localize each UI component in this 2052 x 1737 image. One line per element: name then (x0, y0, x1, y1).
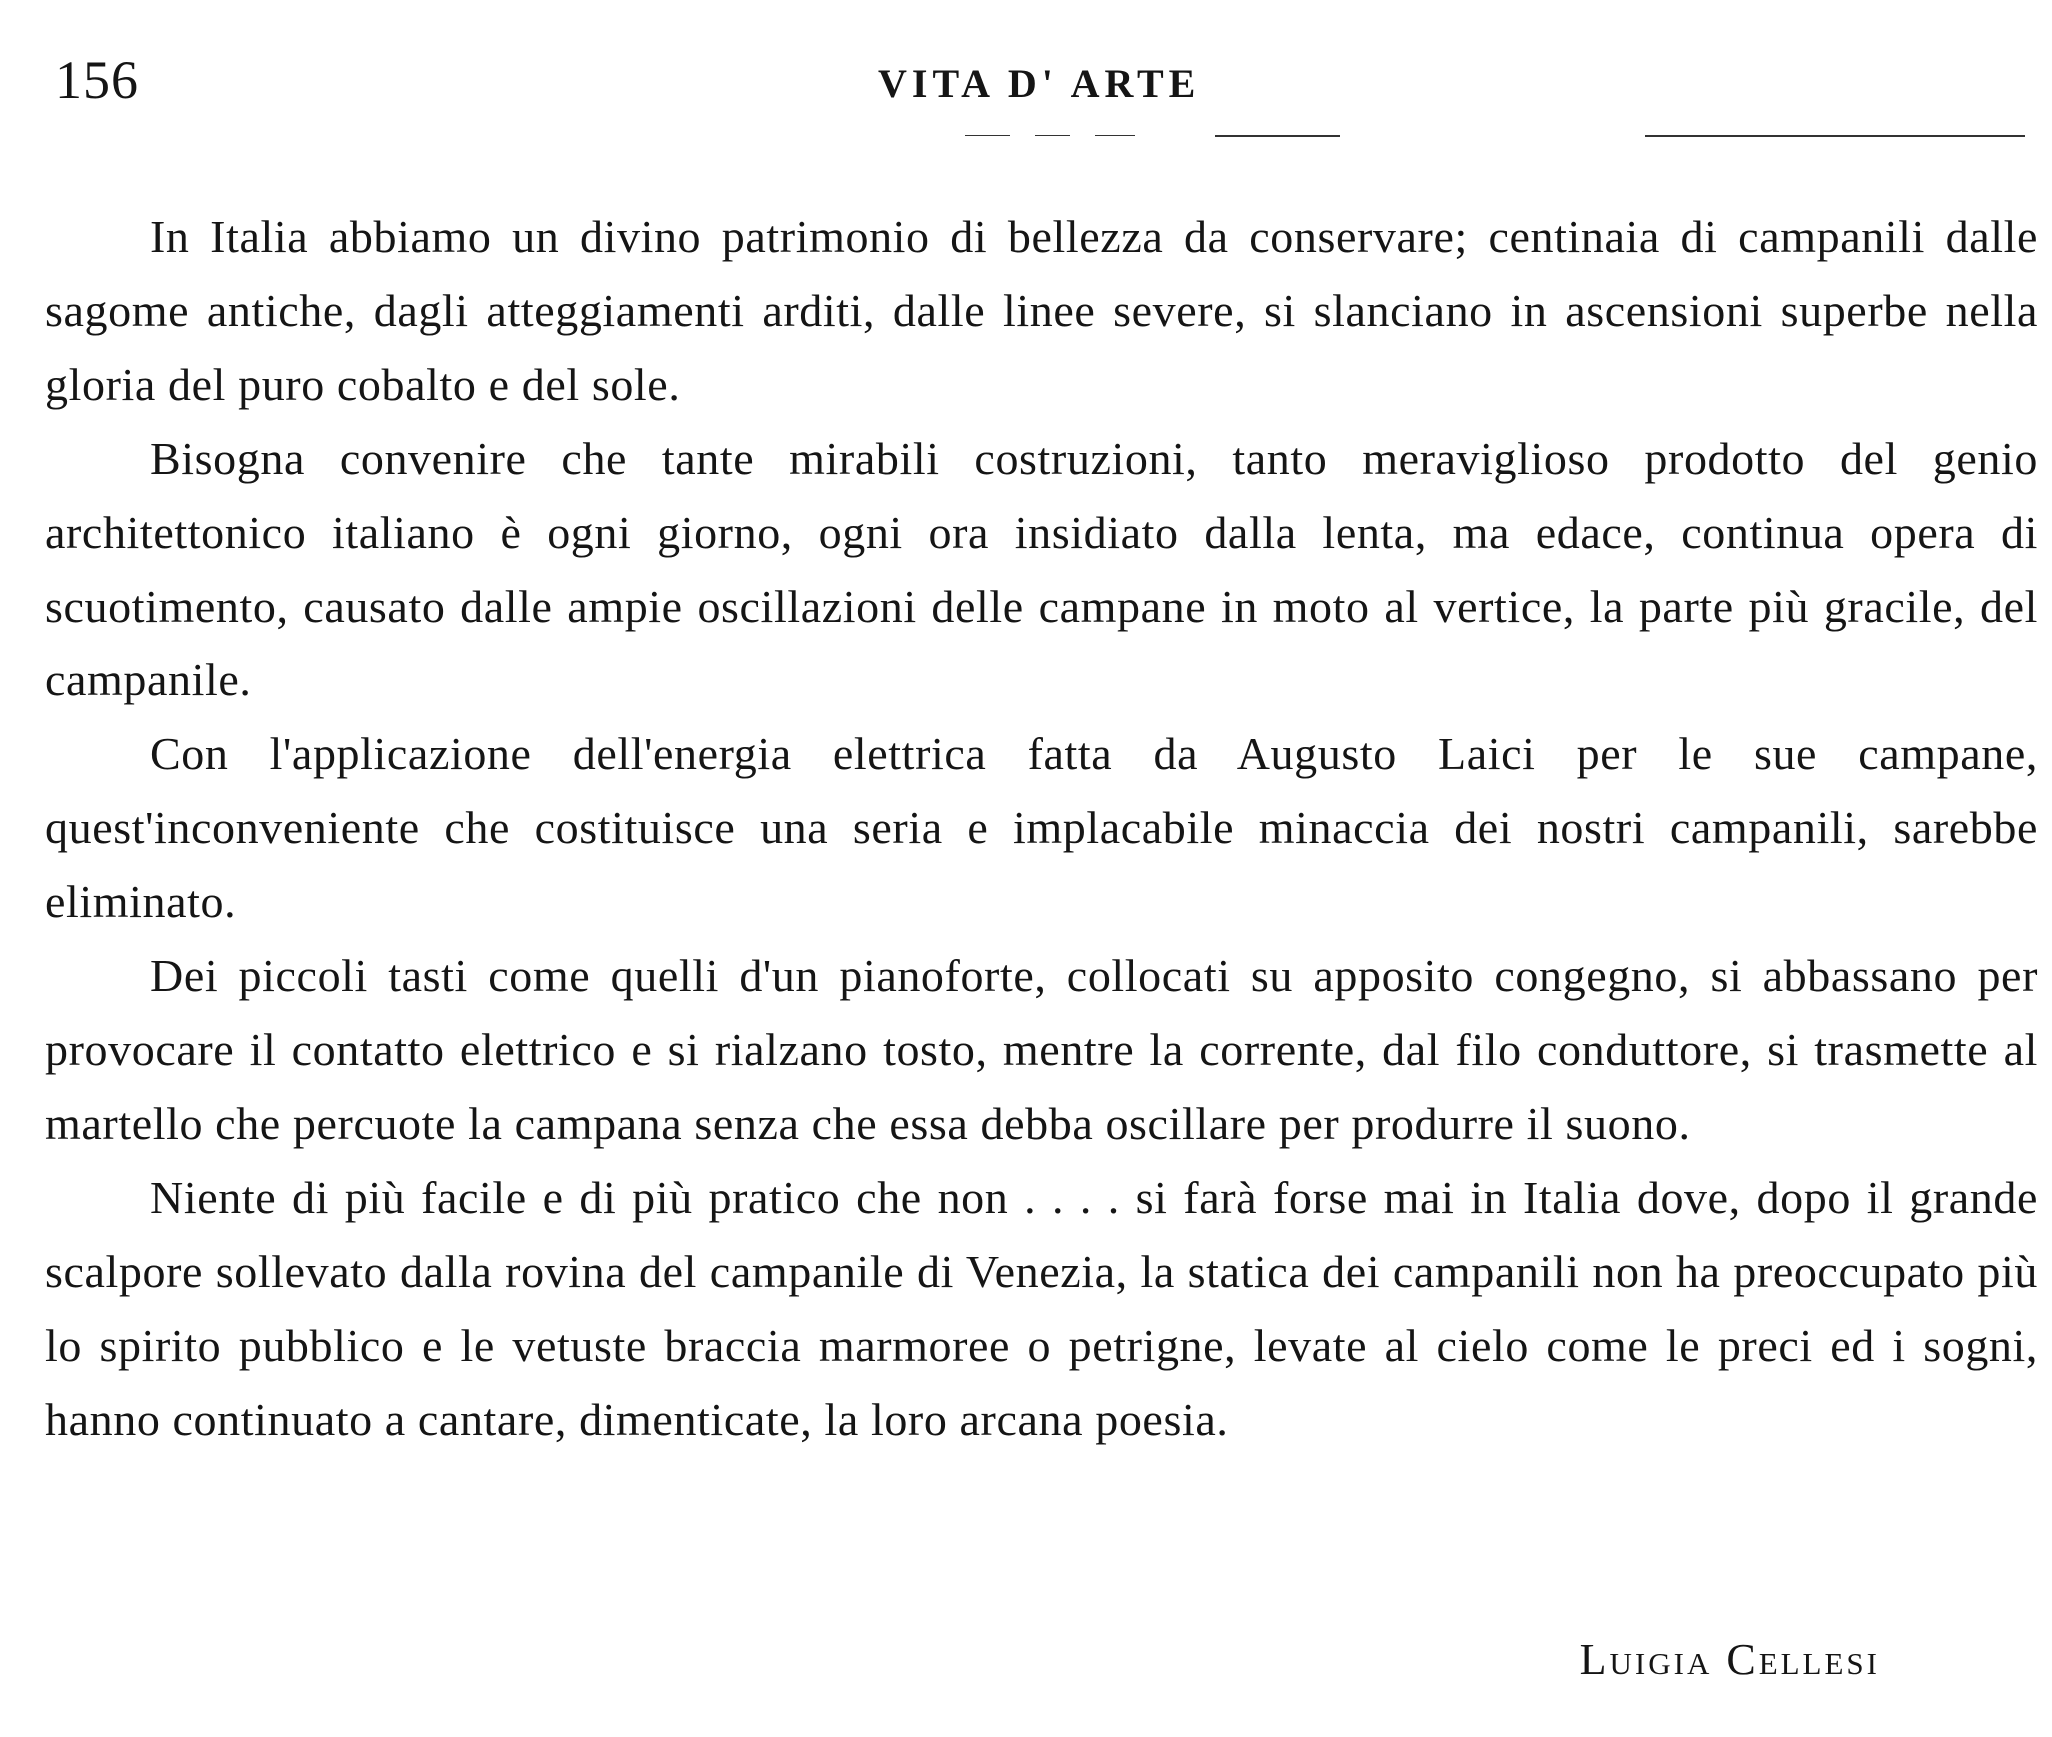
journal-title: VITA D' ARTE (878, 61, 1201, 106)
header-rule-fragment (965, 135, 1010, 136)
header-rule (1645, 135, 2025, 137)
paragraph: In Italia abbiamo un divino patrimonio di bellezza da conservare; centinaia di campanili dalle sagome antiche, dagli atteggiamenti arditi, dalle linee severe, si slanciano in ascensioni superbe nella gloria del puro cobalto e del sole. (45, 211, 2038, 410)
page-number: 156 (55, 50, 139, 110)
paragraph: Con l'applicazione dell'energia elettrica fatta da Augusto Laici per le sue campane, quest'inconveniente che costituisce una seria e implacabile minaccia dei nostri campanili, sarebbe eliminato. (45, 728, 2038, 928)
article-body (45, 200, 2038, 1456)
author-signature: Luigia Cellesi (1579, 1635, 1880, 1684)
paragraph: Bisogna convenire che tante mirabili costruzioni, tanto meraviglioso prodotto del genio architettonico italiano è ogni giorno, ogni ora insidiato dalla lenta, ma edace, continua opera di scuotimento, causato dalle ampie oscillazioni delle campane in moto al vertice, la parte più gracile, del campanile. (45, 432, 2038, 706)
paragraph: Dei piccoli tasti come quelli d'un pianoforte, collocati su apposito congegno, si abbassano per provocare il contatto elettrico e si rialzano tosto, mentre la corrente, dal filo conduttore, si trasmette al martello che percuote la campana senza che essa debba oscillare per produrre il suono. (45, 950, 2038, 1149)
running-head (0, 45, 2052, 115)
header-rule-fragment (1095, 135, 1135, 136)
paragraph: Niente di più facile e di più pratico che non . . . . si farà forse mai in Italia dove, dopo il grande scalpore sollevato dalla rovina del campanile di Venezia, la statica dei campanili non ha preoccupato più lo spirito pubblico e le vetuste braccia marmoree o petrigne, levate al cielo come le preci ed i sogni, hanno continuato a cantare, dimenticate, la loro arcana poesia. (45, 1171, 2038, 1445)
header-rule (1215, 135, 1340, 137)
header-rule-fragment (1035, 135, 1070, 136)
